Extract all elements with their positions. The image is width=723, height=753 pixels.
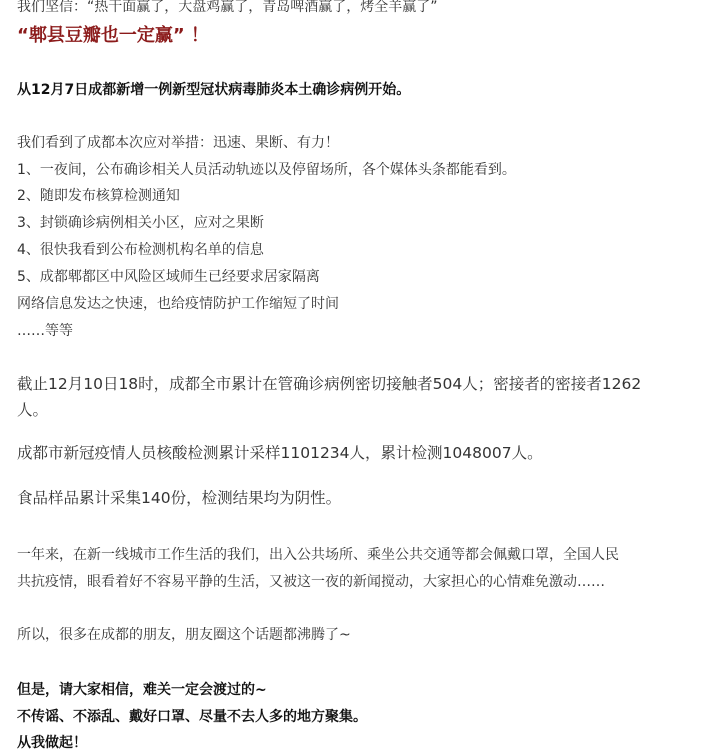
measure-item: 3、封锁确诊病例相关小区，应对之果断 bbox=[17, 215, 264, 231]
measure-item: 5、成都郫都区中风险区域师生已经要求居家隔离 bbox=[17, 269, 320, 285]
closing-line: 但是，请大家相信，难关一定会渡过的~ bbox=[17, 682, 267, 698]
etc-line: ……等等 bbox=[17, 323, 73, 339]
measure-item: 1、一夜间，公布确诊相关人员活动轨迹以及停留场所，各个媒体头条都能看到。 bbox=[17, 162, 516, 178]
headline: “郫县豆瓣也一定赢” ！ bbox=[17, 25, 209, 46]
measure-item: 2、随即发布核算检测通知 bbox=[17, 188, 180, 204]
stats-contacts-line2: 人。 bbox=[17, 401, 49, 419]
stats-food: 食品样品累计采集140份，检测结果均为阴性。 bbox=[17, 489, 342, 507]
year-paragraph-line2: 共抗疫情，眼看着好不容易平静的生活，又被这一夜的新闻搅动，大家担心的心情难免激动…… bbox=[17, 574, 605, 590]
year-paragraph-line1: 一年来，在新一线城市工作生活的我们，出入公共场所、乘坐公共交通等都会佩戴口罩，全国人民 bbox=[17, 547, 619, 563]
measure-item: 4、很快我看到公布检测机构名单的信息 bbox=[17, 242, 264, 258]
belief-line: 我们坚信：“热干面赢了，大盘鸡赢了，青岛啤酒赢了，烤全羊赢了” bbox=[17, 0, 438, 15]
closing-line: 从我做起！ bbox=[17, 735, 87, 751]
friends-line: 所以，很多在成都的朋友，朋友圈这个话题都沸腾了~ bbox=[17, 627, 351, 643]
closing-line: 不传谣、不添乱、戴好口罩、尽量不去人多的地方聚集。 bbox=[17, 709, 367, 725]
response-intro: 我们看到了成都本次应对举措：迅速、果断、有力！ bbox=[17, 135, 339, 151]
intro-bold-line: 从12月7日成都新增一例新型冠状病毒肺炎本土确诊病例开始。 bbox=[17, 82, 411, 98]
network-note: 网络信息发达之快速，也给疫情防护工作缩短了时间 bbox=[17, 296, 339, 312]
stats-tests: 成都市新冠疫情人员核酸检测累计采样1101234人，累计检测1048007人。 bbox=[17, 444, 543, 462]
stats-contacts-line1: 截止12月10日18时，成都全市累计在管确诊病例密切接触者504人；密接者的密接者1262 bbox=[17, 375, 642, 393]
